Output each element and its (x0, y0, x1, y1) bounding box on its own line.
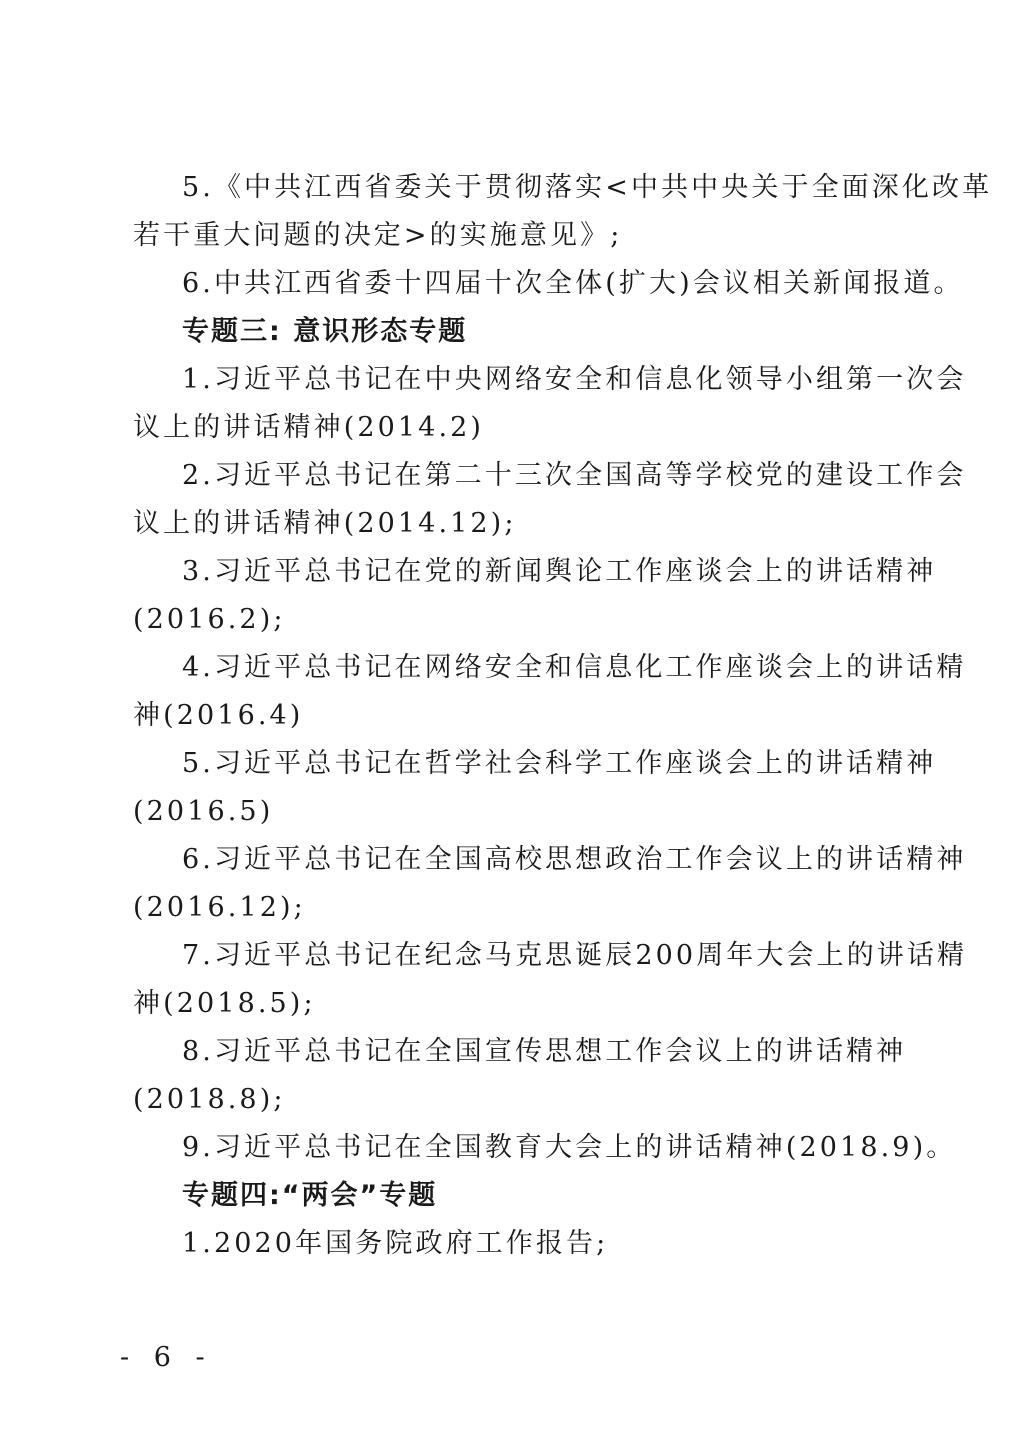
paragraph-line: 3.习近平总书记在党的新闻舆论工作座谈会上的讲话精神 (182, 556, 937, 587)
paragraph-line: (2018.8); (133, 1084, 286, 1115)
paragraph-line: 1.2020年国务院政府工作报告; (182, 1228, 609, 1259)
paragraph-line: 5.《中共江西省委关于贯彻落实<中共中央关于全面深化改革 (182, 172, 993, 203)
section-heading: 专题四:“两会”专题 (182, 1180, 438, 1211)
paragraph-line: 议上的讲话精神(2014.12); (133, 508, 517, 539)
page-number: - 6 - (120, 1342, 213, 1373)
paragraph-line: 神(2018.5); (133, 988, 316, 1019)
paragraph-line: 若干重大问题的决定>的实施意见》; (133, 220, 623, 251)
paragraph-line: 7.习近平总书记在纪念马克思诞辰200周年大会上的讲话精 (182, 940, 968, 971)
paragraph-line: 神(2016.4) (133, 700, 304, 731)
paragraph-line: 6.习近平总书记在全国高校思想政治工作会议上的讲话精神 (182, 844, 967, 875)
paragraph-line: 2.习近平总书记在第二十三次全国高等学校党的建设工作会 (182, 460, 967, 491)
paragraph-line: (2016.2); (133, 604, 286, 635)
paragraph-line: 4.习近平总书记在网络安全和信息化工作座谈会上的讲话精 (182, 652, 967, 683)
paragraph-line: 5.习近平总书记在哲学社会科学工作座谈会上的讲话精神 (182, 748, 937, 779)
section-heading: 专题三: 意识形态专题 (182, 316, 468, 347)
paragraph-line: 8.习近平总书记在全国宣传思想工作会议上的讲话精神 (182, 1036, 907, 1067)
paragraph-line: (2016.12); (133, 892, 306, 923)
paragraph-line: 6.中共江西省委十四届十次全体(扩大)会议相关新闻报道。 (182, 268, 964, 299)
paragraph-line: 议上的讲话精神(2014.2) (133, 412, 485, 443)
paragraph-line: 9.习近平总书记在全国教育大会上的讲话精神(2018.9)。 (182, 1132, 957, 1163)
paragraph-line: 1.习近平总书记在中央网络安全和信息化领导小组第一次会 (182, 364, 967, 395)
paragraph-line: (2016.5) (133, 796, 274, 827)
